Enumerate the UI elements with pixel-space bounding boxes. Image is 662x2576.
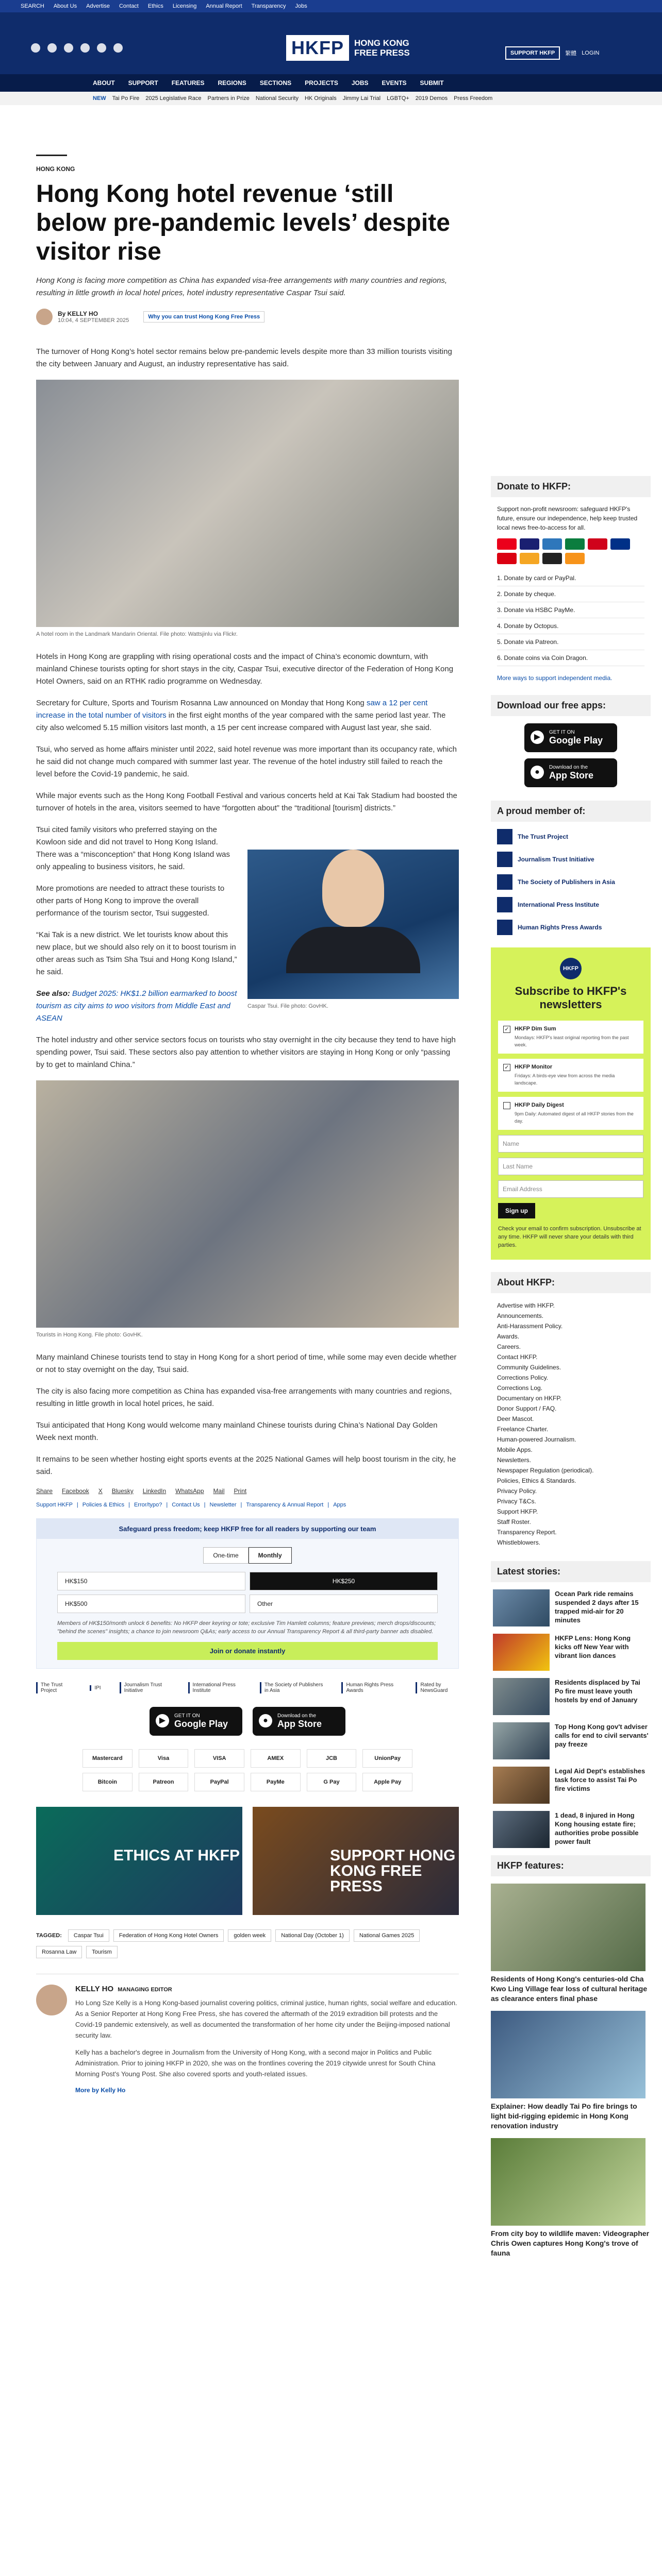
card-icons [491,538,651,564]
badge-text: Google Play [549,735,603,745]
paragraph: Many mainland Chinese tourists tend to stay in Hong Kong for a short period of time, while some may even decide whether or not to stay overnight on the day, Tsui said. [36,1353,457,1374]
about-link[interactable]: Newspaper Regulation (periodical). [497,1467,594,1474]
topbar-about[interactable]: About Us [53,3,77,9]
donate-heading: Safeguard press freedom; keep HKFP free for all readers by supporting our team [37,1519,458,1539]
freq-monthly[interactable]: Monthly [249,1547,292,1564]
caspar-tsui-photo-block [247,824,459,1023]
about-link[interactable]: Mobile Apps. [497,1446,533,1453]
hotel-room-photo [36,380,459,627]
about-link[interactable]: Policies, Ethics & Standards. [497,1477,576,1484]
feature-title[interactable]: Explainer: How deadly Tai Po fire brings to light bid-rigging epidemic in Hong Kong renovation industry [491,2102,637,2130]
about-link[interactable]: Announcements. [497,1312,544,1319]
donate-option[interactable]: 2. Donate by cheque. [497,586,644,602]
checkbox[interactable] [503,1102,510,1109]
visitor-increase-link[interactable]: saw a 12 per cent increase in the total number of visitors [36,699,428,720]
author-role: MANAGING EDITOR [118,1987,172,1993]
amount-option-selected[interactable]: HK$250 [250,1572,438,1590]
topbar-ethics[interactable]: Ethics [147,3,163,9]
tag[interactable]: Tourism [86,1946,118,1958]
story-title[interactable]: Legal Aid Dept's establishes task force to assist Tai Po fire victims [555,1767,646,1792]
donate-option[interactable]: 1. Donate by card or PayPal. [497,570,644,586]
donate-sidebar-heading: Donate to HKFP: [491,476,651,497]
app-store-badge[interactable] [253,1707,345,1736]
features-list [491,1884,651,2258]
amount-option[interactable]: HK$500 [57,1595,245,1613]
link-newsletter[interactable]: Newsletter [209,1502,237,1508]
banner-text: ETHICS AT HKFP [113,1847,240,1864]
about-link[interactable]: Corrections Log. [497,1384,543,1392]
email-field[interactable]: Email Address [498,1180,643,1198]
paragraph: Tsui, who served as home affairs minister until 2022, said hotel revenue was more important than its occupancy rate, which he said did not change much compared with summer last year. The revenue of the hotel industry still failed to reach the level before the Covid-19 pandemic, he said. [36,745,457,778]
applepay-icon[interactable]: Apple Pay [362,1773,412,1791]
member-benefits-note: Members of HK$150/month unlock 6 benefits: No HKFP deer keyring or tote; exclusive Tim Hamlett columns; feature previews; merch drops/discounts; "behind the scenes" insights; a chance to join newsroom Q&As; early access to our Annual Transparency Report & all third-party banner ads disabled. [57,1620,436,1635]
author-bio: Ho Long Sze Kelly is a Hong Kong-based journalist covering politics, criminal justice, human rights, social welfare and education. As a Senior Reporter at Hong Kong Free Press, she has covered the aftermath of the 2019 extradition bill protests and the Covid-19 pandemic extensively, as well as documented the transformation of her home city under the Beijing-imposed national security law. [75,1999,457,2039]
member-logo-icon [497,920,512,935]
unionpay-icon[interactable]: UnionPay [362,1749,412,1768]
paypal-icon[interactable]: PayPal [194,1773,244,1791]
member-logo-icon [497,897,512,912]
photo-caption: A hotel room in the Landmark Mandarin Oriental. File photo: Wattsjinlu via Flickr. [36,631,238,637]
member-logo-icon [497,874,512,890]
more-by-author-link[interactable]: More by Kelly Ho [75,2087,126,2094]
trending-bar [0,92,662,105]
latest-stories [491,1589,651,1848]
about-link[interactable]: Privacy Policy. [497,1487,537,1495]
donate-option[interactable]: 4. Donate by Octopus. [497,618,644,634]
member-logo-text: International Press Institute [518,901,600,908]
donation-frequency [37,1547,458,1564]
name-field[interactable]: Name [498,1135,643,1153]
about-link[interactable]: Newsletters. [497,1456,532,1464]
patreon-icon[interactable]: Patreon [139,1773,189,1791]
apple-icon: ● [531,766,544,779]
tag[interactable]: Rosanna Law [36,1946,82,1958]
article [36,155,459,2095]
linkedin-icon[interactable] [97,43,106,53]
member-logo-text: The Society of Publishers in Asia [518,878,615,886]
instagram-icon[interactable] [64,43,73,53]
more-ways-link[interactable]: More ways to support independent media. [497,674,613,682]
topbar-advertise[interactable]: Advertise [86,3,110,9]
paragraph: Tsui cited family visitors who preferred staying on the Kowloon side and did not travel to Hong Kong Island. There was a “misconception” that Hong Kong Island was only appealing to business visitors, he said. [36,825,230,871]
story-thumbnail [493,1589,550,1626]
donate-option[interactable]: 6. Donate coins via Coin Dragon. [497,650,644,666]
bitcoin-icon [565,553,585,564]
donate-option[interactable]: 5. Donate via Patreon. [497,634,644,650]
paragraph: “Kai Tak is a new district. We let tourists know about this new place, but we should also rely on it to boost tourism in other areas such as Tsim Sha Tsui and Hong Kong Island,” he said. [36,930,237,976]
app-store-badges [36,1707,459,1736]
member-logo[interactable] [497,829,644,844]
feature-title[interactable]: From city boy to wildlife maven: Videographer Chris Owen captures Hong Kong's trove of fauna [491,2229,650,2257]
story-title[interactable]: HKFP Lens: Hong Kong kicks off New Year with vibrant lion dances [555,1634,631,1659]
nav-sections[interactable]: SECTIONS [259,79,292,87]
amex-icon[interactable]: AMEX [251,1749,301,1768]
divider [36,155,67,156]
partner-logos [36,1682,459,1693]
bitcoin-icon[interactable]: Bitcoin [82,1773,133,1791]
feature-item[interactable] [491,2138,651,2258]
nav-about[interactable]: ABOUT [93,79,115,87]
hkfp-logo-icon: HKFP [560,958,582,979]
mastercard-icon[interactable]: Mastercard [82,1749,133,1768]
author-avatar[interactable] [36,1985,67,2015]
tag[interactable]: golden week [228,1929,271,1942]
badge-small-text: Download on the [549,765,588,770]
donate-option[interactable]: 3. Donate via HSBC PayMe. [497,602,644,618]
facebook-icon[interactable] [31,43,40,53]
tag[interactable]: Federation of Hong Kong Hotel Owners [113,1929,224,1942]
trending-item[interactable]: Tai Po Fire [112,95,140,101]
donate-widget [36,1518,459,1669]
topbar-transparency[interactable]: Transparency [251,3,286,9]
paragraph: More promotions are needed to attract these tourists to other parts of Hong Kong to improve the overall performance of the tourism sector, Tsui suggested. [36,884,225,918]
about-link[interactable]: Careers. [497,1343,521,1350]
about-links [491,1300,651,1548]
donate-options [491,570,651,666]
join-donate-button[interactable]: Join or donate instantly [57,1642,438,1660]
play-icon: ▶ [531,731,544,744]
story-thumbnail [493,1678,550,1715]
newsletter-option[interactable] [498,1059,643,1092]
badge-small-text: Download on the [277,1713,317,1719]
about-link[interactable]: Whistleblowers. [497,1539,541,1546]
badge-text: Google Play [174,1719,228,1729]
paypal-icon [610,538,630,550]
apps-heading: Download our free apps: [491,695,651,716]
photo-caption: Tourists in Hong Kong. File photo: GovHK. [36,1332,143,1338]
newsletter-desc: 9pm Daily: Automated digest of all HKFP stories from the day. [515,1111,634,1124]
checkbox[interactable]: ✓ [503,1026,510,1033]
last-name-field[interactable]: Last Name [498,1158,643,1175]
threads-icon[interactable] [113,43,123,53]
story-thumbnail [493,1811,550,1848]
author-bio: Kelly has a bachelor's degree in Journalism from the University of Hong Kong, with a second major in Politics and Public Administration. Prior to joining HKFP in 2020, she was on the frontlines covering the 2019 citywide unrest for South China Morning Post's Young Post. She also covered sports and youth-related issues. [75,2048,436,2078]
partner-logo[interactable]: Human Rights Press Awards [341,1682,397,1693]
amount-option[interactable]: Other [250,1595,438,1613]
unionpay-icon [588,538,607,550]
newsletter-desc: Fridays: A birds-eye view from across the media landscape. [515,1073,615,1086]
member-logo-text: Journalism Trust Initiative [518,856,594,863]
trending-item[interactable]: HK Originals [304,95,337,101]
paragraph: Hotels in Hong Kong are grappling with rising operational costs and the impact of China’s economic downturn, with mainland Chinese tourists opting for short stays in the city, Caspar Tsui, executive director of the Federation of Hong Kong Hotel Owners, said on an RTHK radio programme on Wednesday. [36,652,454,686]
link-contact[interactable]: Contact Us [172,1502,200,1508]
site-header [0,12,662,74]
ethics-banner[interactable] [36,1807,242,1915]
story-item[interactable] [493,1678,649,1715]
link-error[interactable]: Error/typo? [134,1502,162,1508]
footer-links: Support HKFP | Policies & Ethics | Error/typo? | Contact Us | Newsletter | Transparency & Annual Report | Apps [36,1502,346,1508]
byline [36,309,459,325]
sidebar [491,476,651,2265]
visa-icon [520,538,539,550]
newsletter-name: HKFP Monitor [515,1064,553,1070]
octopus-icon [520,553,539,564]
logo-mark: HKFP [286,35,349,61]
newsletter-signup [491,947,651,1260]
feature-image [491,1884,646,1971]
article-tags [36,1929,459,1958]
member-heading: A proud member of: [491,801,651,822]
badge-text: App Store [549,770,594,781]
about-link[interactable]: Community Guidelines. [497,1364,561,1371]
main-nav [0,74,662,92]
about-link[interactable]: Support HKFP. [497,1508,538,1515]
topbar-contact[interactable]: Contact [119,3,139,9]
topbar-licensing[interactable]: Licensing [172,3,197,9]
about-link[interactable]: Human-powered Journalism. [497,1436,576,1443]
paragraph-text: in the first eight months of the year compared with the same period last year. The city also welcomed 5.15 million visitors last month, a 15 per cent increase compared with August last year, she said. [36,711,446,732]
about-link[interactable]: Transparency Report. [497,1529,557,1536]
trending-item[interactable]: Partners in Prize [207,95,250,101]
visa-icon[interactable]: Visa [139,1749,189,1768]
member-logo-text: The Trust Project [518,833,569,840]
amount-option[interactable]: HK$150 [57,1572,245,1590]
trending-item[interactable]: National Security [255,95,299,101]
tag[interactable]: National Day (October 1) [275,1929,350,1942]
member-logo[interactable] [497,852,644,867]
banner-text: SUPPORT HONG KONG FREE PRESS [330,1847,456,1895]
feature-image [491,2011,646,2098]
google-play-badge[interactable] [150,1707,242,1736]
badge-text: App Store [277,1719,322,1729]
youtube-icon[interactable] [80,43,90,53]
social-icons [31,43,123,53]
tourists-photo [36,1080,459,1328]
newsletter-desc: Mondays: HKFP's least original reporting from the past week. [515,1035,629,1047]
share-x[interactable]: X [98,1487,103,1495]
topbar-search[interactable]: SEARCH [21,3,44,9]
article-lede: Hong Kong is facing more competition as China has expanded visa-free arrangements with many countries and regions, resulting in little growth in local hotel prices, hotel industry representative Caspar Tsui said. [36,276,448,297]
trending-item[interactable]: 2019 Demos [415,95,448,101]
payme-icon [497,553,517,564]
about-heading: About HKFP: [491,1272,651,1293]
trending-item[interactable]: LGBTQ+ [387,95,409,101]
see-also-link[interactable]: Budget 2025: HK$1.2 billion earmarked to boost tourism as city aims to woo visitors from Middle East and ASEAN [36,989,237,1023]
author-avatar[interactable] [36,309,53,325]
share-whatsapp[interactable]: WhatsApp [175,1487,204,1495]
link-support[interactable]: Support HKFP [36,1502,73,1508]
features-heading: HKFP features: [491,1855,651,1876]
portrait-face [322,850,384,927]
payme-icon[interactable]: PayMe [251,1773,301,1791]
story-title[interactable]: Residents displaced by Tai Po fire must leave youth hostels by end of January [555,1679,640,1704]
signup-button[interactable]: Sign up [498,1203,535,1218]
share-facebook[interactable]: Facebook [62,1487,89,1495]
feature-image [491,2138,646,2226]
paragraph [36,697,459,734]
story-item[interactable] [493,1634,649,1671]
support-hkfp-button[interactable]: SUPPORT HKFP [505,46,560,60]
share-mail[interactable]: Mail [213,1487,225,1495]
story-title[interactable]: 1 dead, 8 injured in Hong Kong housing estate fire; authorities probe possible power fault [555,1811,639,1845]
feature-item[interactable] [491,2011,651,2131]
x-icon[interactable] [47,43,57,53]
author-name[interactable]: By KELLY HO [58,310,98,317]
link-apps[interactable]: Apps [333,1502,346,1508]
logo-line1: HONG KONG [354,38,409,48]
donate-sidebar-text[interactable]: Support non-profit newsroom: safeguard HKFP's future, ensure our independence, help keep trusted local news free-to-access for all. [497,505,638,531]
story-item[interactable] [493,1589,649,1626]
member-logo-text: Human Rights Press Awards [518,924,602,931]
about-link[interactable]: Corrections Policy. [497,1374,549,1381]
freq-one-time[interactable]: One-time [203,1547,248,1564]
author-box [36,1974,459,2095]
caspar-tsui-photo [247,850,459,999]
tag[interactable]: Caspar Tsui [68,1929,109,1942]
paragraph: It remains to be seen whether hosting eight sports events at the 2025 National Games will help boost tourism in the city, he said. [36,1455,456,1476]
checkbox[interactable]: ✓ [503,1064,510,1071]
newsletter-name: HKFP Daily Digest [515,1102,564,1108]
about-link[interactable]: Privacy T&Cs. [497,1498,536,1505]
story-thumbnail [493,1767,550,1804]
about-link[interactable]: Awards. [497,1333,520,1340]
partner-logo[interactable]: The Trust Project [36,1682,71,1693]
trust-button[interactable]: Why you can trust Hong Kong Free Press [143,311,264,323]
link-policies[interactable]: Policies & Ethics [82,1502,125,1508]
chinese-site-link[interactable]: 繁體 [565,50,577,57]
member-logo-icon [497,829,512,844]
partner-logo[interactable]: IPI [90,1685,101,1691]
app-store-badge[interactable] [524,758,617,787]
nav-support[interactable]: SUPPORT [128,79,158,87]
topbar-jobs[interactable]: Jobs [295,3,307,9]
share-print[interactable]: Print [234,1487,247,1495]
share-bar [36,1487,459,1495]
subscribe-heading: Subscribe to HKFP's newsletters [515,985,627,1011]
nav-submit[interactable]: SUBMIT [420,79,444,87]
about-link[interactable]: Advertise with HKFP. [497,1302,555,1309]
tags-label: TAGGED: [36,1933,62,1939]
partner-logo[interactable]: Journalism Trust Initiative [120,1682,170,1693]
story-item[interactable] [493,1767,649,1804]
newsletter-option[interactable] [498,1097,643,1130]
about-link[interactable]: Anti-Harassment Policy. [497,1323,563,1330]
paragraph: Tsui anticipated that Hong Kong would welcome many mainland Chinese tourists during China’s National Day Golden Week next month. [36,1421,438,1442]
paragraph-text: Secretary for Culture, Sports and Tourism Rosanna Law announced on Monday that Hong Kong [36,699,367,707]
portrait-suit [286,927,420,973]
sidebar-app-badges [491,723,651,787]
story-item[interactable] [493,1722,649,1759]
amex-icon [542,538,562,550]
support-banner[interactable] [253,1807,459,1915]
article-category[interactable]: HONG KONG [36,165,75,173]
partner-logo[interactable]: The Society of Publishers in Asia [260,1682,323,1693]
member-logo-icon [497,852,512,867]
about-link[interactable]: Freelance Charter. [497,1426,549,1433]
about-link[interactable]: Contact HKFP. [497,1353,538,1361]
gpay-icon[interactable]: G Pay [307,1773,357,1791]
nav-events[interactable]: EVENTS [382,79,407,87]
about-link[interactable]: Documentary on HKFP. [497,1395,562,1402]
trending-item[interactable]: 2025 Legislative Race [145,95,202,101]
story-item[interactable] [493,1811,649,1848]
google-play-badge[interactable] [524,723,617,752]
nav-projects[interactable]: PROJECTS [305,79,338,87]
share-label: Share [36,1487,53,1495]
jcb-icon[interactable]: JCB [307,1749,357,1768]
share-bluesky[interactable]: Bluesky [111,1487,134,1495]
apple-icon: ● [259,1714,272,1727]
trending-item[interactable]: Press Freedom [454,95,493,101]
article-title: Hong Kong hotel revenue ‘still below pre-pandemic levels’ despite visitor rise [36,180,450,265]
author-box-name[interactable]: KELLY HO [75,1985,114,1993]
promo-banners [36,1807,459,1915]
paragraph: The turnover of Hong Kong’s hotel sector remains below pre-pandemic levels despite more than 33 million tourists visiting the city between January and August, an industry representative has said. [36,347,452,368]
jcb-icon [565,538,585,550]
visa-icon[interactable]: VISA [194,1749,244,1768]
link-transparency[interactable]: Transparency & Annual Report [246,1502,324,1508]
site-logo[interactable] [286,35,410,61]
paragraph: The city is also facing more competition as China has expanded visa-free arrangements with many countries and regions, resulting in little growth in local hotel prices, he said. [36,1387,452,1408]
partner-logo[interactable]: Rated by NewsGuard [416,1682,459,1693]
top-utility-bar [0,0,662,12]
story-title[interactable]: Ocean Park ride remains suspended 2 days after 15 trapped mid-air for 20 minutes [555,1590,639,1624]
paragraph: The hotel industry and other service sectors focus on tourists who stay overnight in the city because they tend to have high spending power, Tsui said. These sectors also pay attention to whether visitors are staying in Hong Kong or only “passing by to get to mainland China.” [36,1036,456,1069]
nav-jobs[interactable]: JOBS [351,79,369,87]
about-link[interactable]: Donor Support / FAQ. [497,1405,557,1412]
donation-amounts [37,1572,458,1613]
story-thumbnail [493,1634,550,1671]
newsletter-option[interactable] [498,1021,643,1054]
story-thumbnail [493,1722,550,1759]
tag[interactable]: National Games 2025 [354,1929,420,1942]
partner-logo[interactable]: International Press Institute [188,1682,241,1693]
see-also-label: See also: [36,989,70,998]
payment-methods [82,1749,412,1791]
share-linkedin[interactable]: LinkedIn [142,1487,167,1495]
trending-new-label: NEW [93,95,106,101]
publish-date: 10:04, 4 SEPTEMBER 2025 [58,317,129,324]
feature-item[interactable] [491,1884,651,2004]
badge-small-text: GET IT ON [174,1713,200,1719]
member-logo[interactable] [497,874,644,890]
login-link[interactable]: LOGIN [582,50,600,56]
newsletter-name: HKFP Dim Sum [515,1026,556,1032]
nav-features[interactable]: FEATURES [171,79,205,87]
patreon-icon [542,553,562,564]
paragraph: While major events such as the Hong Kong Football Festival and various concerts held at Kai Tak Stadium had boosted the turnover of hotels in the area, visitors seemed to have “forgotten about” the “traditional [tourism] districts.” [36,791,457,812]
trending-item[interactable]: Jimmy Lai Trial [342,95,381,101]
member-logos [491,829,651,935]
mastercard-icon [497,538,517,550]
latest-heading: Latest stories: [491,1561,651,1582]
nav-regions[interactable]: REGIONS [218,79,246,87]
member-logo[interactable] [497,897,644,912]
topbar-annual-report[interactable]: Annual Report [206,3,242,9]
member-logo[interactable] [497,920,644,935]
photo-caption: Caspar Tsui. File photo: GovHK. [247,1003,328,1009]
play-icon: ▶ [156,1714,169,1727]
badge-small-text: GET IT ON [549,730,575,735]
subscribe-fine-print: Check your email to confirm subscription. Unsubscribe at any time. HKFP will never share your details with third parties. [498,1226,641,1248]
feature-title[interactable]: Residents of Hong Kong's centuries-old Cha Kwo Ling Village fear loss of cultural heritage as clearance enters final phase [491,1975,648,2003]
logo-line2: FREE PRESS [354,48,410,58]
about-link[interactable]: Deer Mascot. [497,1415,534,1422]
story-title[interactable]: Top Hong Kong gov't adviser calls for end to civil servants' pay freeze [555,1723,649,1748]
about-link[interactable]: Staff Roster. [497,1518,531,1526]
